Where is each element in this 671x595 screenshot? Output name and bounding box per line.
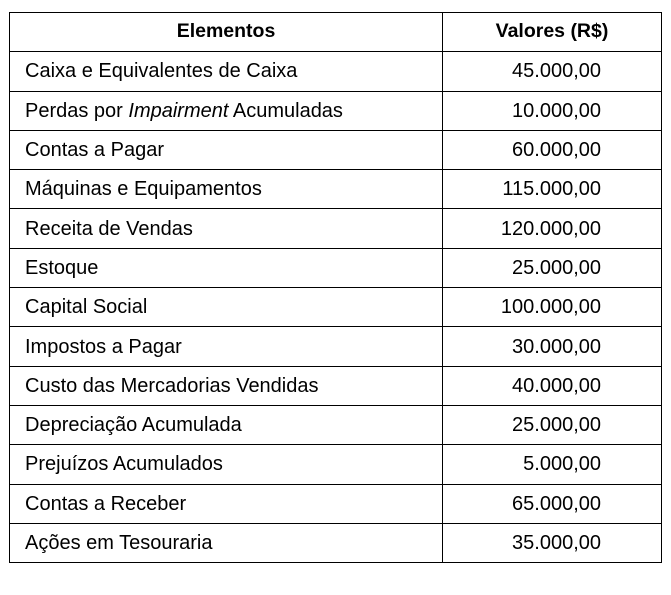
row-value: 100.000,00 [443,288,662,327]
row-label-italic-term: Impairment [128,99,229,122]
row-label: Prejuízos Acumulados [10,445,443,484]
row-value: 40.000,00 [443,366,662,405]
table-row [10,52,662,91]
row-label: Caixa e Equivalentes de Caixa [10,52,443,91]
row-value: 5.000,00 [443,445,662,484]
row-value: 25.000,00 [443,405,662,444]
table-row [10,288,662,327]
row-label: Custo das Mercadorias Vendidas [10,366,443,405]
table-header [10,13,662,52]
row-label: Contas a Pagar [10,130,443,169]
row-value: 30.000,00 [443,327,662,366]
row-label: Impostos a Pagar [10,327,443,366]
row-value: 45.000,00 [443,52,662,91]
table-row [10,405,662,444]
row-label: Ações em Tesouraria [10,523,443,562]
row-value: 25.000,00 [443,248,662,287]
row-value: 65.000,00 [443,484,662,523]
table-row [10,484,662,523]
row-value: 115.000,00 [443,170,662,209]
table-row [10,248,662,287]
table-body [10,52,662,563]
row-label-suffix: Acumuladas [228,99,343,122]
table-row [10,366,662,405]
row-label: Estoque [10,248,443,287]
table-row [10,130,662,169]
row-label: Capital Social [10,288,443,327]
column-header-elementos: Elementos [10,13,443,52]
row-value: 60.000,00 [443,130,662,169]
row-label: Depreciação Acumulada [10,405,443,444]
table-row [10,91,662,130]
row-label-prefix: Perdas por [25,99,129,122]
row-label [10,91,443,130]
table-row [10,523,662,562]
table-row [10,327,662,366]
table-row [10,209,662,248]
row-label: Contas a Receber [10,484,443,523]
row-label: Máquinas e Equipamentos [10,170,443,209]
header-row [10,13,662,52]
row-value: 35.000,00 [443,523,662,562]
column-header-valores: Valores (R$) [443,13,662,52]
row-label: Receita de Vendas [10,209,443,248]
table-row [10,445,662,484]
table-row [10,170,662,209]
row-value: 120.000,00 [443,209,662,248]
row-value: 10.000,00 [443,91,662,130]
accounts-table [9,12,662,563]
